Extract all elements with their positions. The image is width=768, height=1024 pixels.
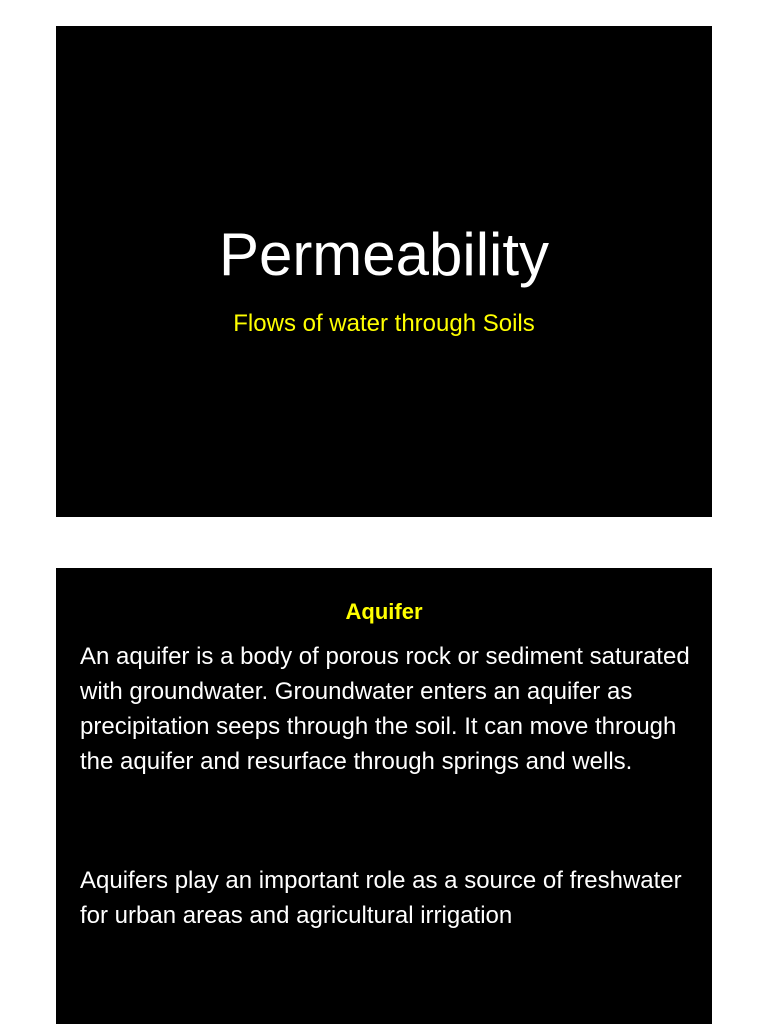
slide-title: Permeability — [218, 221, 550, 288]
title-slide — [56, 26, 712, 517]
aquifer-slide — [56, 568, 712, 1024]
slide-heading: Aquifer — [345, 599, 423, 624]
body-paragraph-definition: An aquifer is a body of porous rock or sediment saturated with groundwater. Groundwater enters an aquifer as precipitation seeps through the soil. It can move through the aquifer and resurface through springs and wells. — [80, 643, 690, 775]
body-paragraph-importance: Aquifers play an important role as a source of freshwater for urban areas and agricultural irrigation — [80, 867, 682, 929]
slide-subtitle: Flows of water through Soils — [233, 310, 535, 337]
